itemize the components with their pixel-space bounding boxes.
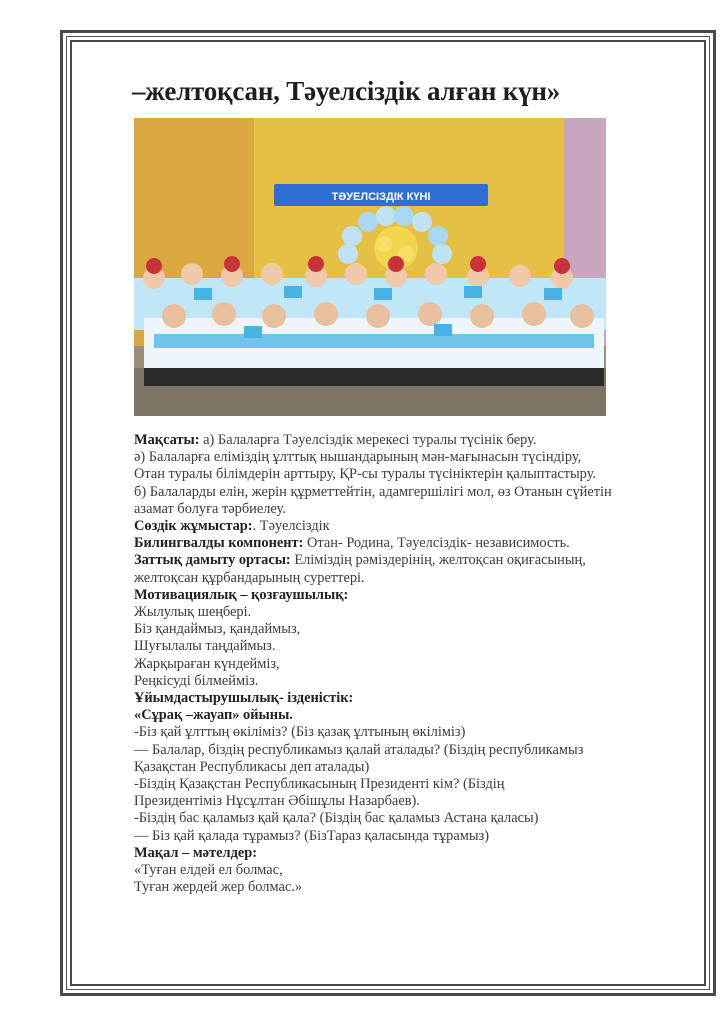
- proverb-line: Туған жердей жер болмас.»: [134, 879, 303, 896]
- class-photo: [134, 118, 606, 416]
- qa-line: -Біз қай ұлттың өкіліміз? (Біз қазақ ұлтының өкіліміз): [134, 724, 466, 741]
- proverb-line: «Туған елдей ел болмас,: [134, 862, 283, 879]
- goal-ae-2: Отан туралы білімдерін арттыру, ҚР-сы туралы түсініктерін қалыптастыру.: [134, 466, 597, 483]
- poem-line: Жылулық шеңбері.: [134, 604, 252, 621]
- qa-line: Қазақстан Республикасы деп аталады): [134, 758, 370, 775]
- env-value: Еліміздің рәміздерінің, желтоқсан оқиғасының,: [290, 552, 586, 569]
- qa-line: — Балалар, біздің республикамыз қалай аталады? (Біздің республикамыз: [134, 741, 584, 758]
- qa-line: Президентіміз Нұсұлтан Әбішұлы Назарбаев).: [134, 793, 420, 810]
- vocab-value: . Тәуелсіздік: [252, 518, 330, 535]
- goal-line: [134, 432, 694, 449]
- goal-ae-1: ә) Балаларға еліміздің ұлттық нышандарының мән-мағынасын түсіндіру,: [134, 449, 582, 466]
- poem-line: Жарқыраған күндейміз,: [134, 655, 280, 672]
- lesson-text: [134, 432, 694, 896]
- motivation-heading: Мотивациялық – қозғаушылық:: [134, 586, 349, 603]
- bilingual-value: Отан- Родина, Тәуелсіздік- независимость.: [303, 535, 570, 552]
- qa-line: -Біздің бас қаламыз қай қала? (Біздің бас қаламыз Астана қаласы): [134, 810, 539, 827]
- env-line-2: желтоқсан құрбандарының суреттері.: [134, 569, 365, 586]
- goal-a: а) Балаларға Тәуелсіздік мерекесі туралы түсінік беру.: [199, 432, 537, 448]
- proverb-heading: Мақал – мәтелдер:: [134, 844, 258, 861]
- goal-b-1: б) Балаларды елін, жерін құрметтейтін, адамгершілігі мол, өз Отанын сүйетін: [134, 483, 612, 500]
- org-heading: Ұйымдастырушылық- ізденістік:: [134, 690, 354, 707]
- poem-line: Шуғылалы таңдаймыз.: [134, 638, 276, 655]
- vocab-line: [134, 518, 694, 535]
- children-front-row: [144, 302, 604, 386]
- env-label: Заттық дамыту ортасы:: [134, 552, 291, 569]
- env-line: [134, 552, 694, 569]
- goal-label: Мақсаты:: [134, 432, 200, 448]
- poem-line: Реңкісуді білмейміз.: [134, 672, 259, 689]
- bilingual-line: [134, 535, 694, 552]
- poem-line: Біз қандаймыз, қандаймыз,: [134, 621, 301, 638]
- banner-text: ТӘУЕЛСІЗДІК КҮНІ: [331, 191, 431, 203]
- game-heading: «Сұрақ –жауап» ойыны.: [134, 707, 293, 724]
- qa-line: -Біздің Қазақстан Республикасының Президенті кім? (Біздің: [134, 776, 505, 793]
- bilingual-label: Билингвалды компонент:: [134, 535, 304, 552]
- qa-line: — Біз қай қалада тұрамыз? (БізТараз қаласында тұрамыз): [134, 827, 489, 844]
- vocab-label: Сөздік жұмыстар:: [134, 518, 253, 535]
- banner: [274, 184, 488, 206]
- goal-b-2: азамат болуға тәрбиелеу.: [134, 500, 286, 517]
- page-title: –желтоқсан, Тәуелсіздік алған күн»: [132, 76, 561, 106]
